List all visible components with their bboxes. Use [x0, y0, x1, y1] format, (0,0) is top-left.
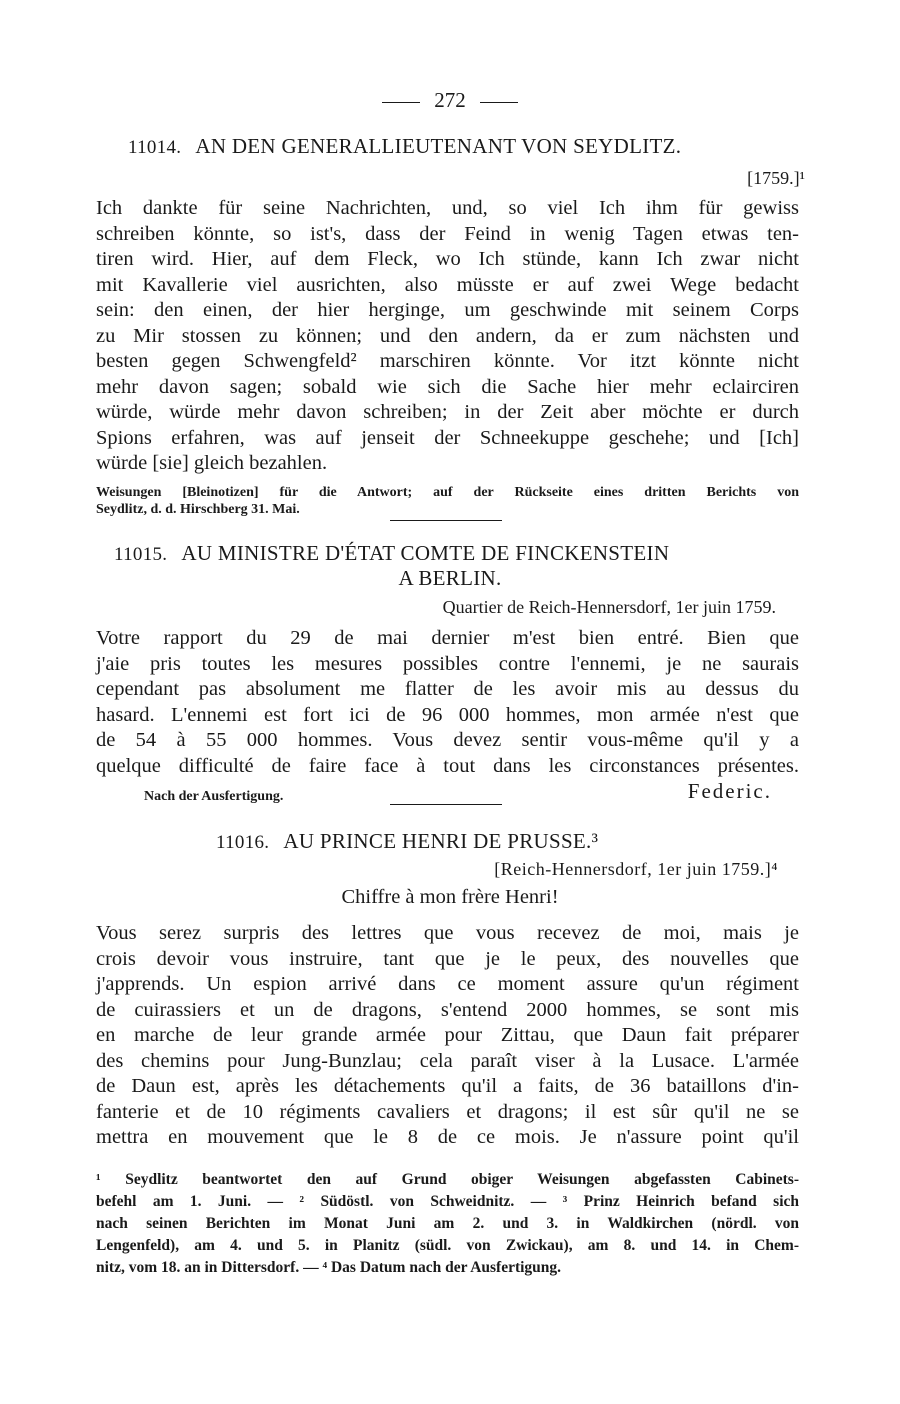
separator-rule [390, 804, 502, 805]
letter-title-continued: A BERLIN. [398, 566, 502, 590]
body-line: des chemins pour Jung-Bunzlau; cela paraît viser à la Lusace. L'armée [96, 1049, 799, 1072]
body-line: würde [sie] gleich bezahlen. [96, 452, 328, 474]
body-line: Ich dankte für seine Nachrichten, und, so viel Ich ihm für gewiss [96, 197, 799, 219]
letter-subtitle: Chiffre à mon frère Henri! [341, 886, 559, 908]
separator-rule [390, 520, 502, 521]
body-line: de 54 à 55 000 hommes. Vous devez sentir vous-même qu'il y a [96, 729, 799, 751]
footnote-line: nach seinen Berichten im Monat Juni am 2. und 3. in Waldkirchen (nördl. von [96, 1215, 799, 1232]
body-line: schreiben könnte, so ist's, dass der Feind in wenig Tagen etwas ten- [96, 222, 799, 245]
letter-heading [216, 829, 598, 854]
body-line: mit Kavallerie viel ausrichten, also müsste er auf zwei Wege bedacht [96, 273, 799, 296]
body-line: j'apprends. Un espion arrivé dans ce moment assure qu'un régiment [96, 973, 799, 995]
letter-date: [1759.]¹ [747, 168, 805, 188]
body-line: de cuirassiers et un de dragons, s'entend 2000 hommes, se sont mis [96, 998, 799, 1021]
body-line: hasard. L'ennemi est fort ici de 96 000 hommes, mon armée n'est que [96, 703, 799, 726]
letter-number: 11014. [128, 137, 182, 158]
body-line: besten gegen Schwengfeld² marschiren könnte. Vor itzt könnte nicht [96, 350, 799, 372]
letter-title: AU PRINCE HENRI DE PRUSSE.³ [283, 829, 599, 853]
body-line: de Daun est, après les détachements qu'il a faits, de 36 bataillons d'in- [96, 1075, 799, 1097]
body-line: j'aie pris toutes les mesures possibles contre l'ennemi, je ne saurais [96, 652, 799, 675]
footnote-line: ¹ Seydlitz beantwortet den auf Grund obiger Weisungen abgefassten Cabinets- [96, 1171, 799, 1188]
editorial-note-line: Weisungen [Bleinotizen] für die Antwort; auf der Rückseite eines dritten Berichts von [96, 485, 799, 500]
letter-number: 11015. [114, 544, 168, 565]
page-number-dash-right [480, 102, 518, 103]
letter-date: Quartier de Reich-Hennersdorf, 1er juin 1759. [442, 597, 776, 617]
body-line: mettra en mouvement que le 8 de ce mois. Je n'assure point qu'il [96, 1126, 799, 1148]
page-number-dash-left [382, 102, 420, 103]
footnote-line: Lengenfeld), am 4. und 5. in Planitz (südl. von Zwickau), am 8. und 14. in Chem- [96, 1237, 799, 1254]
body-line: zu Mir stossen zu können; und den andern, da er zum nächsten und [96, 324, 799, 347]
body-line: sein: den einen, der hier herginge, um geschwinde mit seinem Corps [96, 299, 799, 321]
letter-title: AU MINISTRE D'ÉTAT COMTE DE FINCKENSTEIN [181, 541, 670, 565]
signature: Federic. [687, 779, 772, 803]
letter-heading [128, 134, 681, 159]
body-line: en marche de leur grande armée pour Zittau, que Daun fait préparer [96, 1024, 799, 1046]
letter-number: 11016. [216, 832, 270, 853]
body-line: crois devoir vous instruire, tant que je le peux, des nouvelles que [96, 947, 799, 970]
page-number [0, 88, 900, 113]
letter-heading [114, 541, 669, 566]
body-line: Vous serez surpris des lettres que vous recevez de moi, mais je [96, 922, 799, 944]
body-line: würde, würde mehr davon schreiben; in der Zeit aber möchte er durch [96, 401, 799, 423]
body-line: quelque difficulté de faire face à tout dans les circonstances présentes. [96, 754, 799, 777]
body-line: fanterie et de 10 régiments cavaliers et dragons; il est sûr qu'il ne se [96, 1100, 799, 1123]
footnote-line: befehl am 1. Juni. — ² Südöstl. von Schweidnitz. — ³ Prinz Heinrich befand sich [96, 1193, 799, 1210]
body-line: Spions erfahren, was auf jenseit der Schneekuppe geschehe; und [Ich] [96, 426, 799, 449]
letter-date: [Reich-Hennersdorf, 1er juin 1759.]⁴ [494, 859, 778, 879]
page-number-text: 272 [434, 88, 466, 112]
letter-title: AN DEN GENERALLIEUTENANT VON SEYDLITZ. [195, 134, 682, 158]
source-note: Nach der Ausfertigung. [144, 789, 284, 804]
body-line: cependant pas absolument me flatter de les avoir mis au dessus du [96, 678, 799, 700]
body-line: Votre rapport du 29 de mai dernier m'est bien entré. Bien que [96, 627, 799, 649]
body-line: mehr davon sagen; sobald wie sich die Sache hier mehr eclairciren [96, 375, 799, 398]
footnote-line: nitz, vom 18. an in Dittersdorf. — ⁴ Das Datum nach der Ausfertigung. [96, 1259, 562, 1276]
body-line: tiren wird. Hier, auf dem Fleck, wo Ich stünde, kann Ich zwar nicht [96, 248, 799, 270]
editorial-note-line: Seydlitz, d. d. Hirschberg 31. Mai. [96, 502, 300, 517]
